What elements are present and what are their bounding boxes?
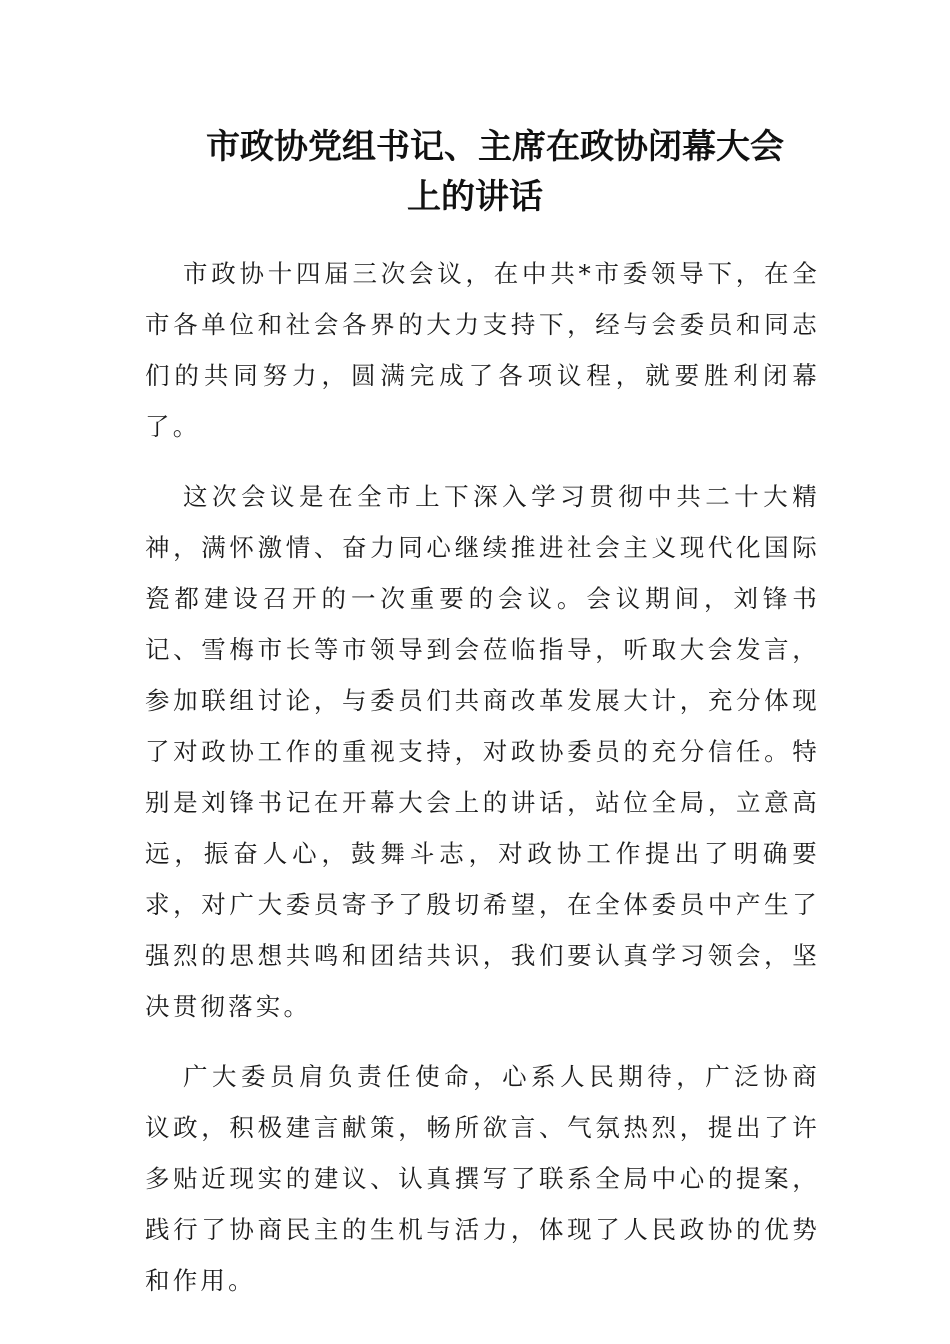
paragraph-2: 这次会议是在全市上下深入学习贯彻中共二十大精神，满怀激情、奋力同心继续推进社会主义现代化国际瓷都建设召开的一次重要的会议。会议期间，刘锋书记、雪梅市长等市领导到会莅临指导，听取大会发言，参加联组讨论，与委员们共商改革发展大计，充分体现了对政协工作的重视支持，对政协委员的充分信任。特别是刘锋书记在开幕大会上的讲话，站位全局，立意高远，振奋人心，鼓舞斗志，对政协工作提出了明确要求，对广大委员寄予了殷切希望，在全体委员中产生了强烈的思想共鸣和团结共识，我们要认真学习领会，坚决贯彻落实。 [145, 482, 820, 1021]
document-body [145, 248, 820, 1325]
title-line-2: 上的讲话 [407, 177, 543, 217]
paragraph-3: 广大委员肩负责任使命，心系人民期待，广泛协商议政，积极建言献策，畅所欲言、气氛热烈，提出了许多贴近现实的建议、认真撰写了联系全局中心的提案，践行了协商民主的生机与活力，体现了人民政协的优势和作用。 [145, 1062, 820, 1295]
document-title [150, 122, 800, 222]
paragraph-1: 市政协十四届三次会议，在中共*市委领导下，在全市各单位和社会各界的大力支持下，经与会委员和同志们的共同努力，圆满完成了各项议程，就要胜利闭幕了。 [145, 259, 820, 441]
title-line-1: 市政协党组书记、主席在政协闭幕大会 [206, 127, 784, 167]
